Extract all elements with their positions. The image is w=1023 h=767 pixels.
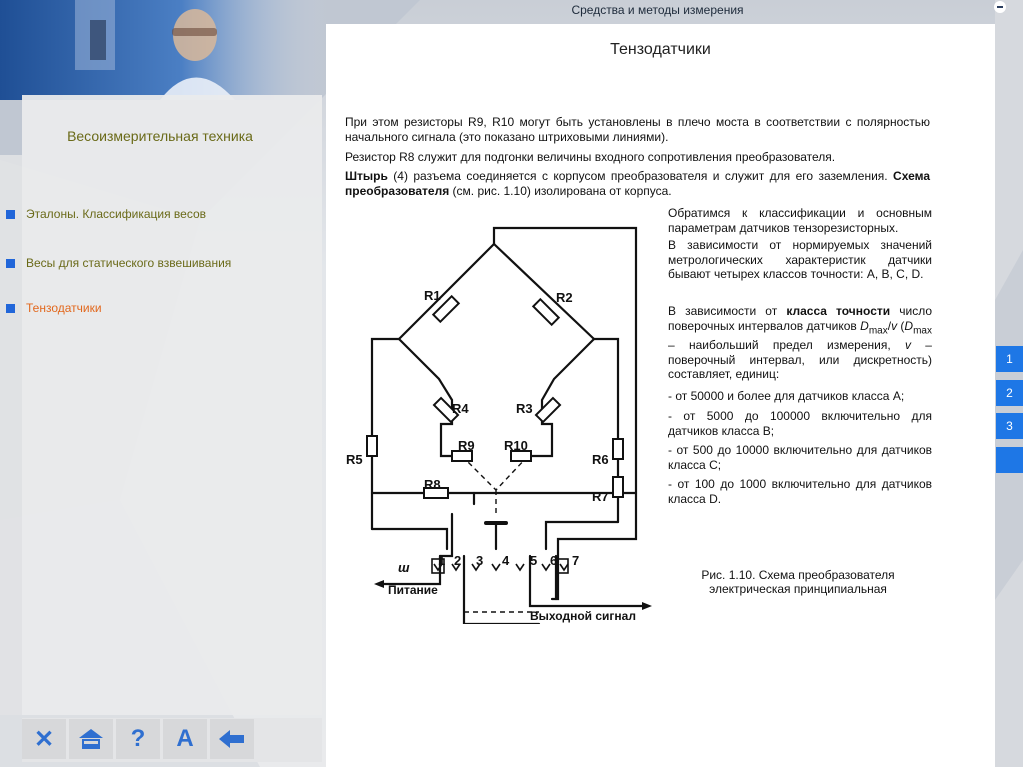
bullet-icon (6, 304, 15, 313)
help-icon: ? (130, 725, 146, 752)
bottom-toolbar (22, 718, 322, 762)
paragraph-3 (345, 169, 930, 198)
font-button[interactable] (163, 719, 207, 759)
label-r1: R1 (424, 288, 441, 303)
figure-caption (683, 568, 913, 596)
paragraph-3-text-b: (см. рис. 1.10) изолирована от корпуса. (449, 183, 672, 198)
window-title: Средства и методы измерения (571, 3, 744, 17)
dmax-symbol: D (860, 318, 869, 333)
dmax-symbol: D (904, 318, 914, 333)
back-arrow-icon (219, 729, 245, 749)
sidebar-item-tenzodatchiki[interactable] (6, 301, 102, 315)
bullet-icon (6, 210, 15, 219)
dmax-subscript: max (868, 324, 888, 336)
label-pin4: 4 (502, 553, 510, 568)
v-symbol: v (891, 318, 898, 333)
label-r2: R2 (556, 290, 573, 305)
v-symbol: v (905, 338, 911, 353)
label-r3: R3 (516, 401, 533, 416)
label-pin2: 2 (454, 553, 462, 568)
label-r8: R8 (424, 477, 441, 492)
close-button[interactable] (22, 719, 66, 759)
page-button-3[interactable] (996, 413, 1023, 439)
caption-line-2: электрическая принципиальная (709, 582, 887, 596)
text-span: ( (897, 318, 905, 333)
circuit-diagram (334, 204, 654, 624)
sidebar-panel (22, 95, 322, 715)
label-pin3: 3 (476, 553, 484, 568)
back-button[interactable] (210, 719, 254, 759)
label-r10: R10 (504, 438, 528, 453)
label-pin5: 5 (530, 553, 538, 568)
home-icon (78, 728, 104, 750)
window-close-icon[interactable] (992, 0, 1008, 14)
label-pin1: 1 (438, 553, 446, 568)
home-button[interactable] (69, 719, 113, 759)
label-r4: R4 (452, 401, 469, 416)
paragraph-1: При этом резисторы R9, R10 могут быть установлены в плечо моста в соответствии с полярностью начального сигнала (это показано штриховыми линиями). (345, 115, 930, 144)
right-paragraph-1: Обратимся к классификации и основным параметрам датчиков тензорезисторных. (668, 206, 932, 235)
bullet-icon (6, 259, 15, 268)
help-button[interactable] (116, 719, 160, 759)
scheme-term: Схема преобразователя (345, 169, 930, 198)
sidebar-item-etalony[interactable] (6, 207, 206, 221)
page-button-4[interactable] (996, 447, 1023, 473)
right-paragraph-3 (668, 304, 932, 382)
sidebar-item-label: Весы для статического взвешивания (26, 256, 232, 270)
page-label: 3 (1006, 419, 1013, 433)
sidebar-item-label: Эталоны. Классификация весов (26, 207, 207, 221)
left-strip (0, 155, 22, 715)
caption-line-1: Рис. 1.10. Схема преобразователя (701, 568, 895, 582)
page-label: 1 (1006, 352, 1013, 366)
close-icon: ✕ (33, 725, 55, 753)
list-item-class-d: - от 100 до 1000 включительно для датчиков класса D. (668, 477, 932, 506)
page-button-2[interactable] (996, 380, 1023, 406)
content-page (326, 24, 995, 767)
list-item-class-b: - от 5000 до 100000 включительно для датчиков класса В; (668, 409, 932, 438)
label-r7: R7 (592, 489, 609, 504)
label-r9: R9 (458, 438, 475, 453)
page-title: Тензодатчики (610, 41, 711, 58)
text-span: число поверочных интервалов датчиков (668, 304, 932, 333)
section-title: Весоизмерительная техника (67, 128, 253, 144)
label-output: Выходной сигнал (530, 609, 636, 623)
pin-term: Штырь (345, 169, 388, 183)
label-r6: R6 (592, 452, 609, 467)
label-supply: Питание (388, 583, 438, 597)
header-photo (0, 0, 330, 100)
dmax-subscript: max (913, 324, 932, 336)
page-label: 2 (1006, 386, 1013, 400)
text-span: – поверочный интервал, или дискретность) составляет, единиц: (668, 338, 932, 382)
paragraph-3-text-a: (4) разъема соединяется с корпусом преобразователя и служит для его заземления. (387, 169, 894, 183)
font-icon: A (176, 725, 194, 752)
text-span: В зависимости от (668, 304, 787, 318)
list-item-class-a: - от 50000 и более для датчиков класса А; (668, 389, 905, 403)
sidebar-item-label: Тензодатчики (26, 301, 102, 315)
text-span: – наибольший предел измерения, (668, 338, 905, 353)
list-item-class-c: - от 500 до 10000 включительно для датчиков класса С; (668, 443, 932, 472)
label-sh: ш (398, 560, 410, 575)
right-paragraph-2: В зависимости от нормируемых значений метрологических характеристик датчики бывают четырех классов точности: А, В, С, D. (668, 238, 932, 281)
sidebar-item-vesy[interactable] (6, 256, 231, 270)
label-r5: R5 (346, 452, 363, 467)
label-pin7: 7 (572, 553, 580, 568)
label-pin6: 6 (550, 553, 558, 568)
text-span: / (887, 318, 892, 333)
accuracy-class-term: класса точности (786, 304, 891, 318)
paragraph-2: Резистор R8 служит для подгонки величины входного сопротивления преобразователя. (345, 150, 836, 164)
page-button-1[interactable] (996, 346, 1023, 372)
